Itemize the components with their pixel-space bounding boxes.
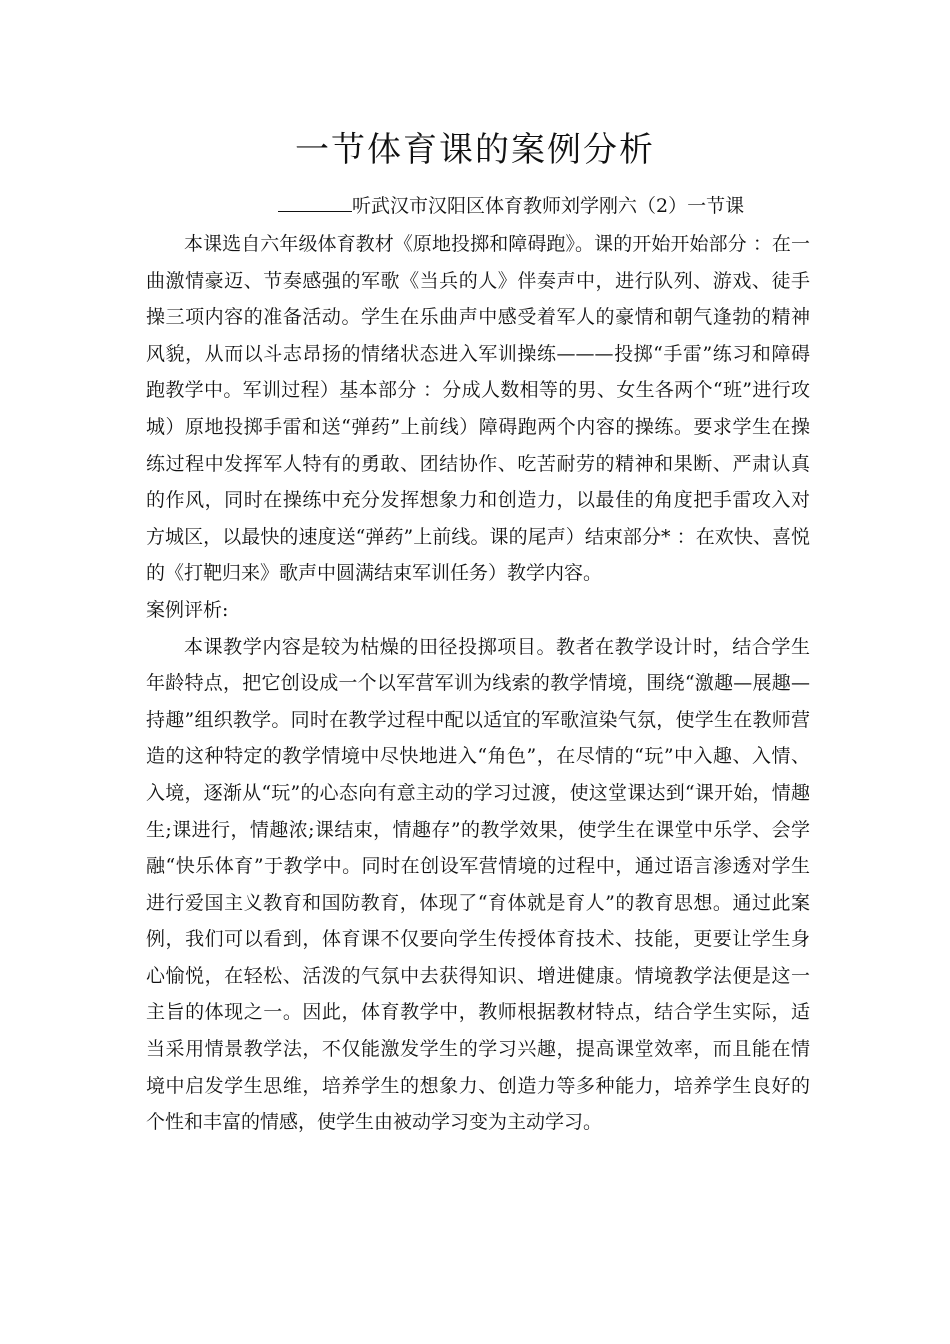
- paragraph-case-review: 本课教学内容是较为枯燥的田径投掷项目。教者在教学设计时，结合学生年龄特点，把它创设成一个以军营军训为线索的教学情境，围绕“激趣—展趣—持趣”组织教学。同时在教学过程中配以适宜的军歌渲染气氛，使学生在教师营造的这种特定的教学情境中尽快地进入“角色”，在尽情的“玩”中入趣、入情、入境，逐渐从“玩”的心态向有意主动的学习过渡，使这堂课达到“课开始，情趣生;课进行，情趣浓;课结束，情趣存”的教学效果，使学生在课堂中乐学、会学融“快乐体育”于教学中。同时在创设军营情境的过程中，通过语言渗透对学生进行爱国主义教育和国防教育，体现了“育体就是育人”的教育思想。通过此案例，我们可以看到，体育课不仅要向学生传授体育技术、技能，更要让学生身心愉悦，在轻松、活泼的气氛中去获得知识、增进健康。情境教学法便是这一主旨的体现之一。因此，体育教学中，教师根据教材特点，结合学生实际，适当采用情景教学法，不仅能激发学生的学习兴趣，提高课堂效率，而且能在情境中启发学生思维，培养学生的想象力、创造力等多种能力，培养学生良好的个性和丰富的情感，使学生由被动学习变为主动学习。: [146, 635, 810, 1134]
- document-title: 一节体育课的案例分析: [295, 130, 655, 170]
- document-subtitle: [278, 193, 744, 218]
- document-body: [146, 226, 810, 1141]
- paragraph-lesson-description: 本课选自六年级体育教材《原地投掷和障碍跑》。课的开始开始部分 ：在一曲激情豪迈、节奏感强的军歌《当兵的人》伴奏声中，进行队列、游戏、徒手操三项内容的准备活动。学生在乐曲声中感受着军人的豪情和朝气逢勃的精神风貌，从而以斗志昂扬的情绪状态进入军训操练———投掷“手雷”练习和障碍跑教学中。军训过程）基本部分 ：分成人数相等的男、女生各两个“班”进行攻城）原地投掷手雷和送“弹药”上前线）障碍跑两个内容的操练。要求学生在操练过程中发挥军人特有的勇敢、团结协作、吃苦耐劳的精神和果断、严肃认真的作风，同时在操练中充分发挥想象力和创造力，以最佳的角度把手雷攻入对方城区，以最快的速度送“弹药”上前线。课的尾声）结束部分* ：在欢快、喜悦的《打靶归来》歌声中圆满结束军训任务）教学内容。: [146, 233, 810, 585]
- section-heading-case-review: 案例评析:: [146, 598, 229, 621]
- subtitle-text: 听武汉市汉阳区体育教师刘学刚六（2）一节课: [352, 195, 745, 217]
- subtitle-blank-line: [278, 193, 352, 212]
